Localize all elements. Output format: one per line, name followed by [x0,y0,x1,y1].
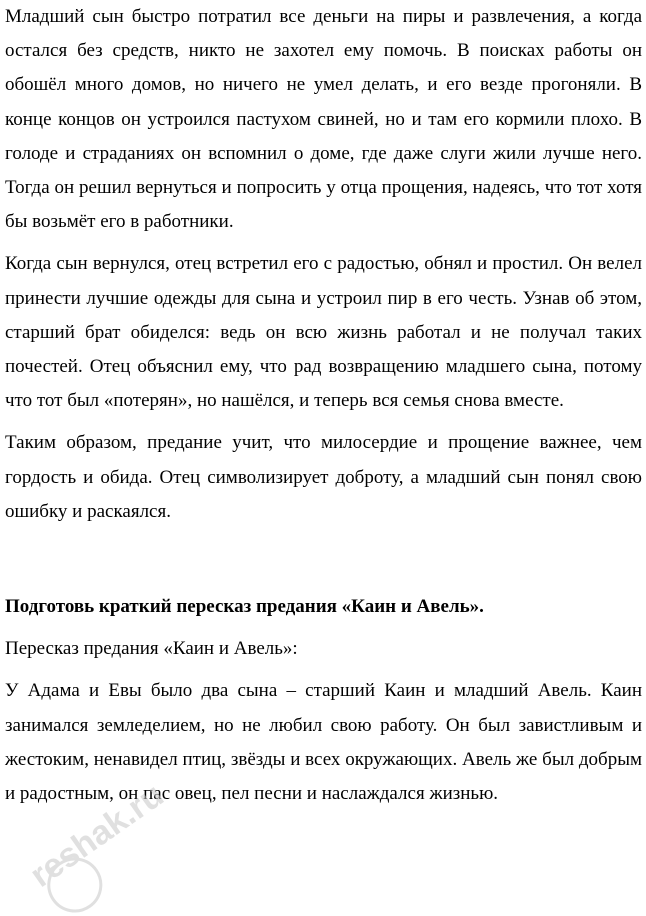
task-heading: Подготовь краткий пересказ предания «Каин и Авель». [5,596,484,618]
paragraph-prodigal-son-conclusion: Таким образом, предание учит, что милосердие и прощение важнее, чем гордость и обида. Отец символизирует доброту, а младший сын понял свою ошибку и раскаялся. [5,432,642,522]
paragraph-cain-abel: У Адама и Евы было два сына – старший Каин и младший Авель. Каин занимался земледелием, но не любил свою работу. Он был завистливым и жестоким, ненавидел птиц, звёзды и всех окружающих. Авель же был добрым и радостным, он пас овец, пел песни и наслаждался жизнью. [5,680,642,805]
paragraph-prodigal-son-2: Когда сын вернулся, отец встретил его с радостью, обнял и простил. Он велел принести лучшие одежды для сына и устроил пир в его честь. Узнав об этом, старший брат обиделся: ведь он всю жизнь работал и не получал таких почестей. Отец объяснил ему, что рад возвращению младшего сына, потому что тот был «потерян», но нашёлся, и теперь вся семья снова вместе. [5,253,642,412]
retelling-title: Пересказ предания «Каин и Авель»: [5,638,298,660]
document-page [5,0,642,811]
svg-text:reshak.ru: reshak.ru [23,775,171,895]
paragraph-prodigal-son-1: Младший сын быстро потратил все деньги на пиры и развлечения, а когда остался без средств, никто не захотел ему помочь. В поисках работы он обошёл много домов, но ничего не умел делать, и его везде прогоняли. В конце концов он устроился пастухом свиней, но и там его кормили плохо. В голоде и страданиях он вспомнил о доме, где даже слуги жили лучше него. Тогда он решил вернуться и попросить у отца прощения, надеясь, что тот хотя бы возьмёт его в работники. [5,6,642,233]
